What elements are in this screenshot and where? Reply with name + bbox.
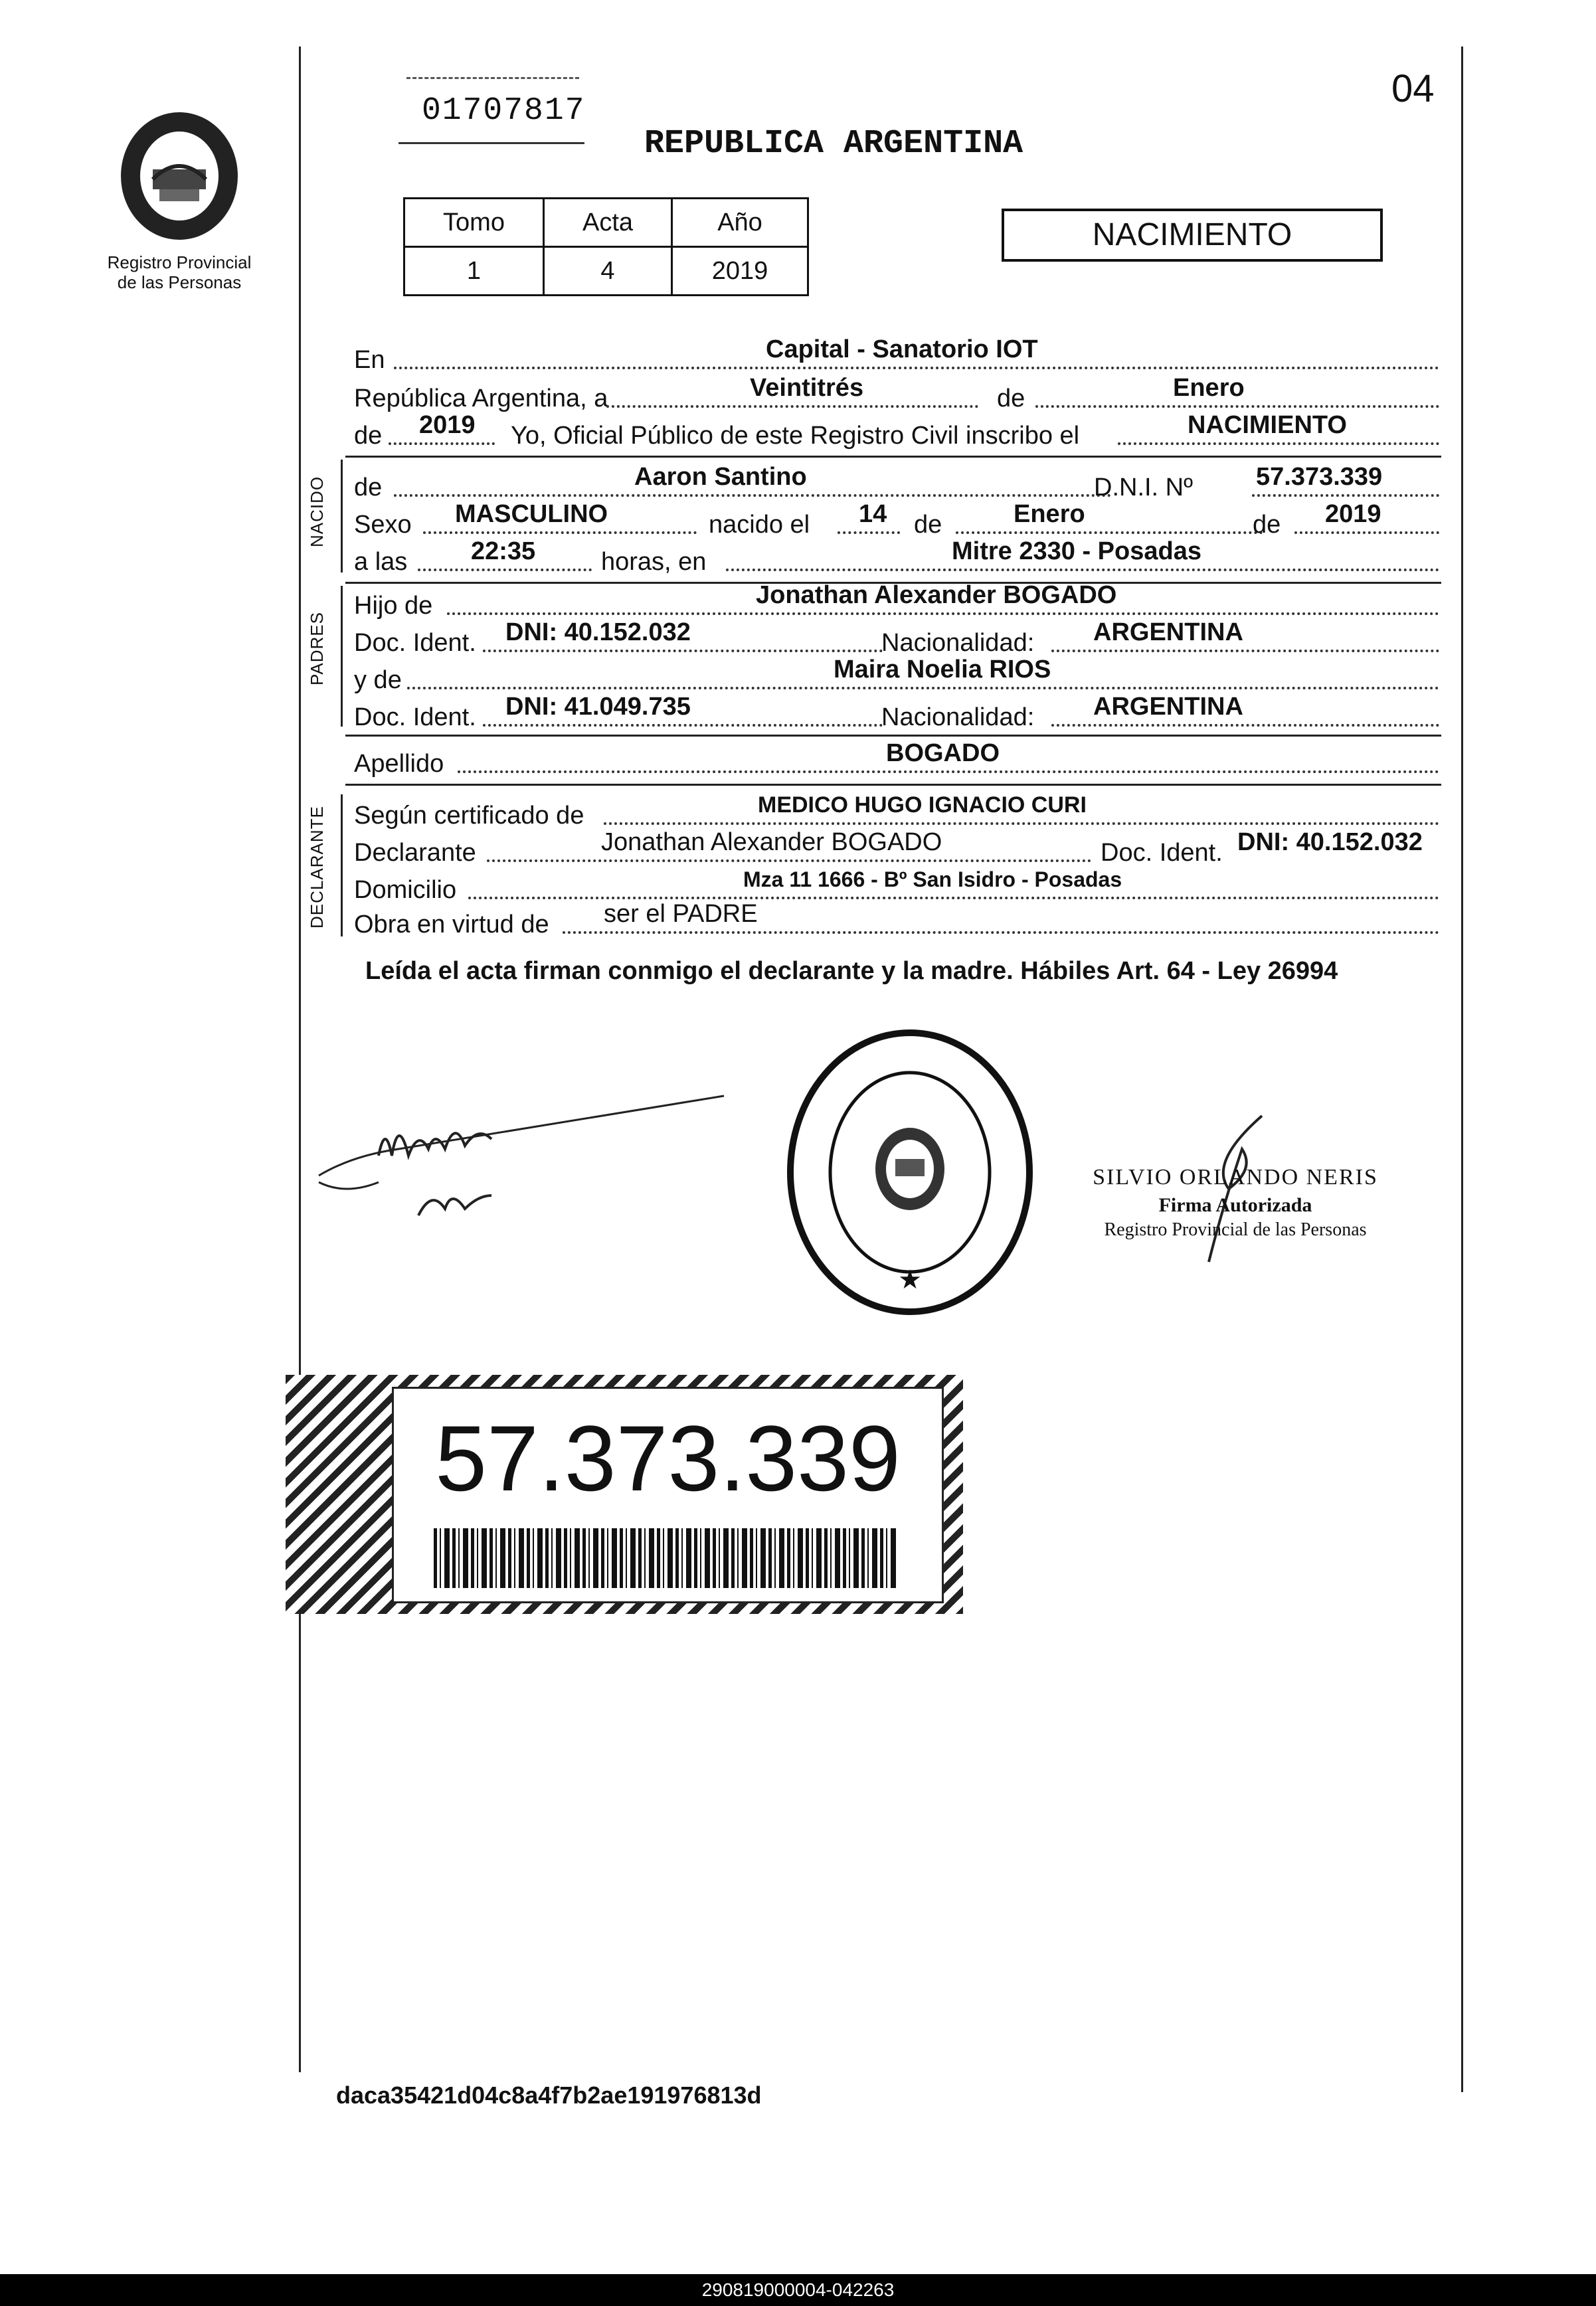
province-seal-icon	[113, 106, 246, 246]
act-type-box: NACIMIENTO	[1002, 209, 1383, 262]
document-hash: daca35421d04c8a4f7b2ae191976813d	[336, 2082, 762, 2109]
volume-table	[403, 197, 809, 296]
decl-doc: DNI: 40.152.032	[1237, 828, 1423, 856]
right-margin-line	[1461, 46, 1463, 2092]
apellido-value: BOGADO	[886, 739, 1000, 767]
closing-text: Leída el acta firman conmigo el declarante y la madre. Hábiles Art. 64 - Ley 26994	[365, 957, 1338, 985]
republica-label: República Argentina, a	[354, 385, 608, 412]
hijo-label: Hijo de	[354, 592, 433, 620]
official-seal	[784, 1026, 1036, 1318]
table-value-ano: 2019	[672, 247, 808, 296]
doc-label: Doc. Ident.	[1101, 839, 1223, 867]
child-dni: 57.373.339	[1256, 463, 1383, 491]
barcode-bars	[434, 1528, 899, 1588]
mother-name: Maira Noelia RIOS	[834, 656, 1051, 683]
barcode-inner	[392, 1387, 944, 1603]
de-label: de	[354, 474, 383, 501]
registry-name	[80, 252, 279, 292]
serial-underline	[399, 142, 584, 144]
decl-value: Jonathan Alexander BOGADO	[601, 828, 942, 856]
father-nationality: ARGENTINA	[1093, 618, 1243, 646]
decl-label: Declarante	[354, 839, 476, 867]
row-nacido-hora	[354, 539, 1439, 576]
table-value-tomo: 1	[404, 247, 544, 296]
officer-title: Firma Autorizada	[1158, 1194, 1312, 1216]
child-name: Aaron Santino	[634, 463, 807, 491]
nacido-bracket	[341, 460, 343, 573]
en-label: En	[354, 346, 385, 374]
horas-label: horas, en	[601, 548, 707, 576]
inscribe-type: NACIMIENTO	[1188, 411, 1347, 439]
row-en	[354, 337, 1439, 375]
dom-label: Domicilio	[354, 876, 457, 904]
padres-bracket	[341, 586, 343, 727]
cert-label: Según certificado de	[354, 802, 584, 830]
footer-code: 290819000004-042263	[0, 2274, 1596, 2306]
mother-doc: DNI: 41.049.735	[505, 693, 691, 721]
section-label-padres: PADRES	[307, 612, 327, 685]
row-mother-doc	[354, 695, 1439, 732]
country-title: REPUBLICA ARGENTINA	[644, 125, 1023, 163]
province-logo	[113, 106, 246, 246]
de-label: de	[354, 422, 383, 450]
section-label-declarante: DECLARANTE	[307, 806, 327, 929]
section-divider	[345, 456, 1441, 458]
registry-line-1: Registro Provincial	[107, 252, 252, 272]
volume-table-values	[404, 247, 808, 296]
birth-year: 2019	[1325, 500, 1381, 528]
cert-value: MEDICO HUGO IGNACIO CURI	[758, 792, 1087, 818]
sexo-value: MASCULINO	[455, 500, 608, 528]
apellido-label: Apellido	[354, 750, 444, 778]
left-margin-line	[299, 46, 301, 2072]
birth-place: Mitre 2330 - Posadas	[952, 537, 1201, 565]
serial-overline	[406, 77, 579, 79]
dni-barcode-sticker	[286, 1375, 963, 1614]
day-value: Veintitrés	[750, 374, 864, 402]
nac-label: Nacionalidad:	[881, 703, 1035, 731]
nac-label: Nacionalidad:	[881, 629, 1035, 657]
barcode-number: 57.373.339	[435, 1406, 901, 1510]
table-header-tomo: Tomo	[404, 199, 544, 247]
sexo-label: Sexo	[354, 511, 412, 539]
obra-label: Obra en virtud de	[354, 911, 549, 938]
officer-block	[1063, 1165, 1408, 1241]
officer-text: Yo, Oficial Público de este Registro Civil inscribo el	[511, 422, 1080, 450]
volume-table-header	[404, 199, 808, 247]
alas-label: a las	[354, 548, 408, 576]
registry-line-2: de las Personas	[117, 272, 242, 292]
place-value: Capital - Sanatorio IOT	[766, 335, 1038, 363]
table-header-acta: Acta	[544, 199, 672, 247]
yde-label: y de	[354, 666, 402, 694]
row-domicilio	[354, 867, 1439, 905]
section-label-nacido: NACIDO	[307, 476, 327, 547]
year-value: 2019	[419, 411, 476, 439]
row-obra	[354, 902, 1439, 939]
birth-day: 14	[859, 500, 887, 528]
de-label: de	[997, 385, 1025, 412]
birth-time: 22:35	[471, 537, 536, 565]
section-divider	[345, 784, 1441, 786]
dni-label: D.N.I. Nº	[1094, 474, 1193, 501]
signature-scribble-icon	[312, 1083, 737, 1242]
officer-org: Registro Provincial de las Personas	[1104, 1219, 1367, 1240]
month-value: Enero	[1173, 374, 1245, 402]
doc-label: Doc. Ident.	[354, 629, 476, 657]
de-label: de	[1253, 511, 1281, 539]
row-apellido	[354, 741, 1439, 778]
svg-text:★: ★	[898, 1265, 922, 1294]
birth-month: Enero	[1014, 500, 1085, 528]
nacido-label: nacido el	[709, 511, 810, 539]
delegation-seal-icon	[784, 1026, 1036, 1318]
dom-value: Mza 11 1666 - Bº San Isidro - Posadas	[743, 867, 1122, 891]
de-label: de	[914, 511, 942, 539]
row-year	[354, 413, 1439, 450]
page-number: 04	[1391, 67, 1435, 110]
doc-label: Doc. Ident.	[354, 703, 476, 731]
obra-value: ser el PADRE	[604, 900, 758, 928]
declarante-bracket	[341, 794, 343, 936]
table-value-acta: 4	[544, 247, 672, 296]
declarant-signature	[312, 1083, 737, 1242]
mother-nationality: ARGENTINA	[1093, 693, 1243, 721]
serial-number: 01707817	[422, 93, 586, 129]
table-header-ano: Año	[672, 199, 808, 247]
father-doc: DNI: 40.152.032	[505, 618, 691, 646]
father-name: Jonathan Alexander BOGADO	[756, 581, 1117, 609]
officer-name: SILVIO ORLANDO NERIS	[1093, 1165, 1378, 1190]
